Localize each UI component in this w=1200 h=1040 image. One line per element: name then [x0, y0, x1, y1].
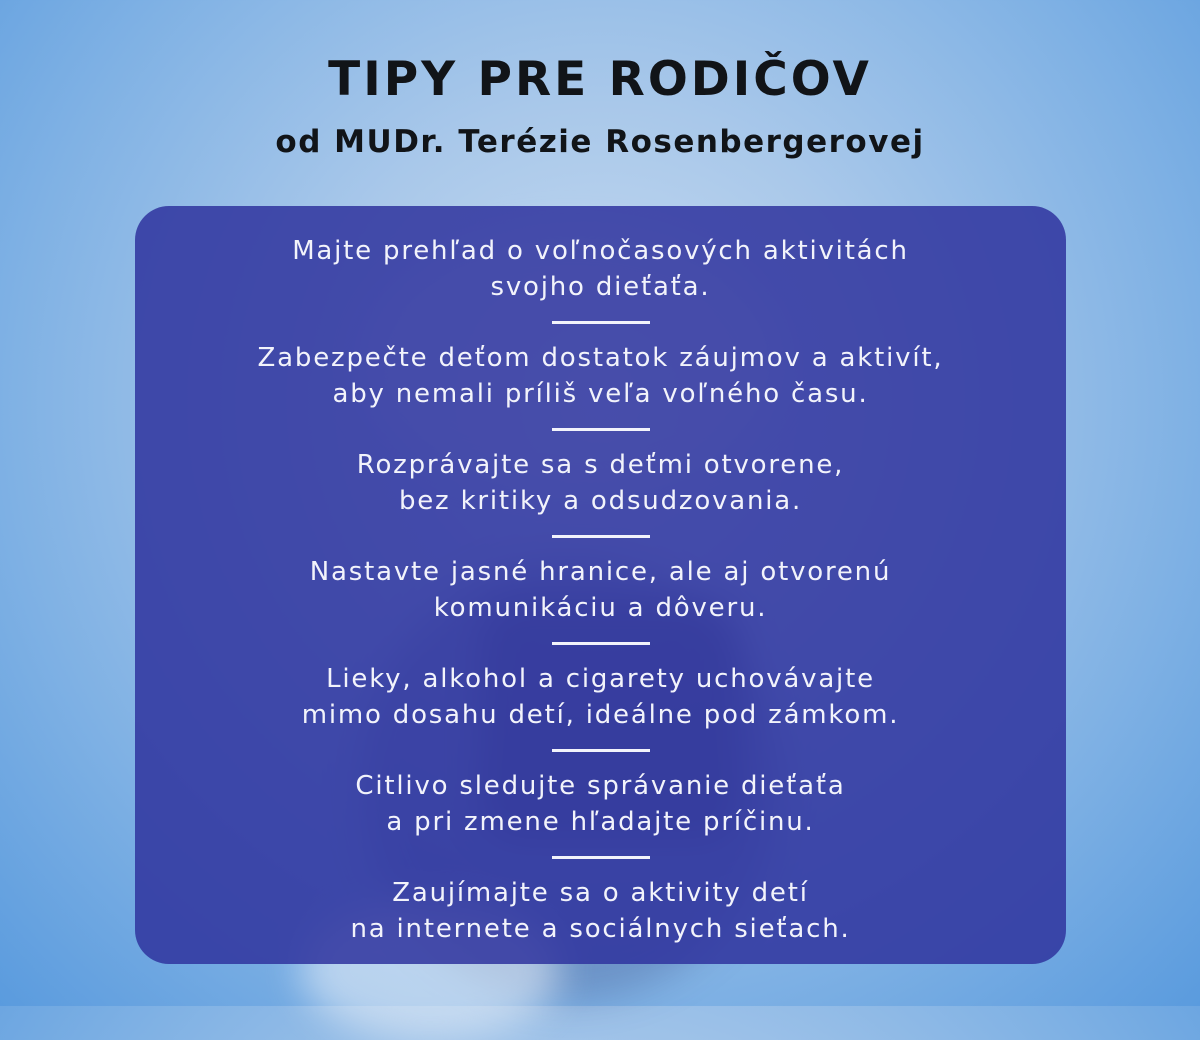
tip-divider: [552, 642, 650, 645]
tip-5-line-2: mimo dosahu detí, ideálne pod zámkom.: [301, 700, 900, 730]
tip-2: [135, 340, 1066, 412]
tip-divider: [552, 428, 650, 431]
tip-6-line-2: a pri zmene hľadajte príčinu.: [386, 807, 815, 837]
tip-5-line-1: Lieky, alkohol a cigarety uchovávajte: [326, 664, 875, 694]
tip-divider: [552, 321, 650, 324]
tip-5: [135, 661, 1066, 733]
tip-divider: [552, 749, 650, 752]
tip-7-line-1: Zaujímajte sa o aktivity detí: [392, 878, 809, 908]
tip-divider: [552, 535, 650, 538]
tip-6-line-1: Citlivo sledujte správanie dieťaťa: [355, 771, 846, 801]
tip-4-line-2: komunikáciu a dôveru.: [433, 593, 768, 623]
tip-divider: [552, 856, 650, 859]
tip-3-line-2: bez kritiky a odsudzovania.: [398, 486, 803, 516]
tip-2-line-1: Zabezpečte deťom dostatok záujmov a aktivít,: [257, 343, 944, 373]
tips-card: [135, 206, 1066, 964]
tip-1: [135, 233, 1066, 305]
tip-1-line-1: Majte prehľad o voľnočasových aktivitách: [292, 236, 909, 266]
tip-3: [135, 447, 1066, 519]
page-subtitle: od MUDr. Terézie Rosenbergerovej: [275, 124, 925, 160]
tip-4-line-1: Nastavte jasné hranice, ale aj otvorenú: [309, 557, 892, 587]
tip-7-line-2: na internete a sociálnych sieťach.: [350, 914, 851, 944]
tip-3-line-1: Rozprávajte sa s deťmi otvorene,: [356, 450, 845, 480]
tip-2-line-2: aby nemali príliš veľa voľného času.: [332, 379, 869, 409]
tip-6: [135, 768, 1066, 840]
tip-7: [135, 875, 1066, 947]
page-title: TIPY PRE RODIČOV: [328, 52, 872, 107]
tip-4: [135, 554, 1066, 626]
tip-1-line-2: svojho dieťaťa.: [490, 272, 711, 302]
